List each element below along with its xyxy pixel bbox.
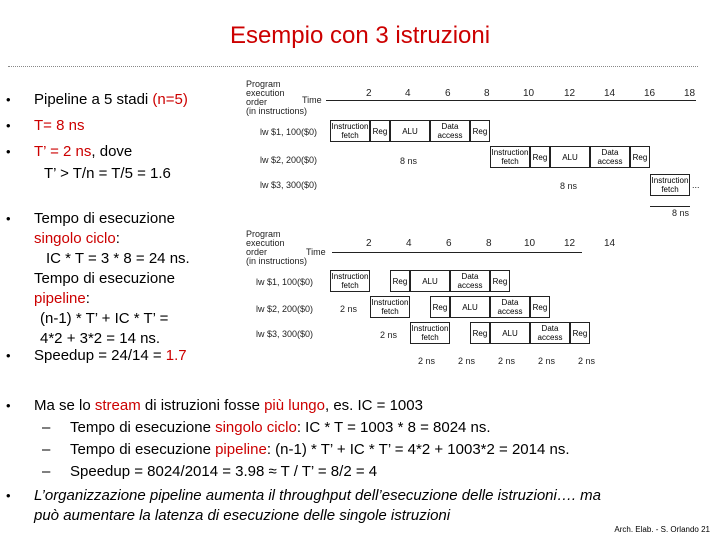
duration-2ns: 2 ns [418, 356, 436, 366]
stage-reg: Reg [530, 146, 550, 168]
hdr-order: order [246, 97, 268, 107]
bullet-speedup [6, 346, 187, 366]
hdr-time: Time [302, 95, 322, 105]
tick: 12 [564, 238, 576, 249]
stage-reg: Reg [490, 270, 510, 292]
bullet-pipeline [6, 90, 188, 110]
stage-alu: ALU [550, 146, 590, 168]
sub3-post: T / T’ = 8/2 = 4 [276, 463, 378, 480]
duration-2ns: 2 ns [538, 356, 556, 366]
exec-l7: 4*2 + 3*2 = 14 ns. [40, 330, 161, 347]
stage-alu: ALU [410, 270, 450, 292]
instr-1: lw $1, 100($0) [256, 277, 314, 287]
hdr-time: Time [306, 247, 326, 257]
stage-mem: Data access [530, 322, 570, 344]
stage-reg: Reg [570, 322, 590, 344]
sub2-dash: – [42, 441, 51, 458]
bullet-dot: • [6, 118, 11, 133]
sub1-pre: Tempo di esecuzione [70, 419, 216, 436]
stream-sub2 [42, 440, 570, 460]
stream-sub1 [42, 418, 491, 438]
exec-l5-post: : [85, 290, 90, 307]
stage-if: Instruction fetch [331, 122, 369, 140]
exec-l5-red: pipeline [34, 290, 86, 307]
stage-if: Instruction fetch [411, 324, 449, 342]
tick: 6 [445, 88, 451, 99]
stage-reg: Reg [530, 296, 550, 318]
stage-alu: ALU [390, 120, 430, 142]
instr-3: lw $3, 300($0) [256, 329, 314, 339]
tick: 18 [684, 88, 696, 99]
tick: 8 [486, 238, 492, 249]
bullet-dot: • [6, 488, 11, 503]
instr-2: lw $2, 200($0) [260, 155, 318, 165]
stage-if: Instruction fetch [651, 176, 689, 194]
sub3-dash: – [42, 463, 51, 480]
stage-reg: Reg [470, 120, 490, 142]
stage-reg: Reg [630, 146, 650, 168]
stream-sub3 [42, 462, 377, 482]
instr-2: lw $2, 200($0) [256, 304, 314, 314]
duration-arrow [650, 206, 690, 207]
exec-l1: Tempo di esecuzione [34, 210, 175, 227]
tick: 10 [524, 238, 536, 249]
tick: 2 [366, 238, 372, 249]
stream-red2: più lungo [264, 397, 325, 414]
tick: 14 [604, 88, 616, 99]
exec-l2-red: singolo ciclo [34, 230, 116, 247]
stream-post: , es. IC = 1003 [324, 397, 423, 414]
sub2-red: pipeline [215, 441, 267, 458]
bullet-dot: • [6, 398, 11, 413]
stage-mem: Data access [430, 120, 470, 142]
duration-8ns: 8 ns [400, 156, 418, 166]
duration-2ns: 2 ns [458, 356, 476, 366]
tick: 12 [564, 88, 576, 99]
bullet-pipeline-text: Pipeline a 5 stadi [34, 91, 153, 108]
ellipsis: ... [692, 180, 700, 190]
stage-if: Instruction fetch [331, 272, 369, 290]
stage-if: Instruction fetch [491, 148, 529, 166]
bullet-tprime-sub: T’ > T/n = T/5 = 1.6 [44, 165, 171, 182]
sub1-dash: – [42, 419, 51, 436]
bullet-t [6, 116, 85, 136]
stream-mid: di istruzioni fosse [140, 397, 265, 414]
tick: 10 [523, 88, 535, 99]
sub3-pre: Speedup = 8024/2014 = 3.98 [70, 463, 269, 480]
page-title: Esempio con 3 istruzioni [229, 22, 491, 49]
bullet-pipeline-n: (n=5) [152, 91, 188, 108]
exec-l6: (n-1) * T’ + IC * T’ = [40, 310, 169, 327]
bullet-tprime-post: , dove [91, 143, 133, 160]
hdr-order: order [246, 247, 268, 257]
duration-2ns: 2 ns [380, 330, 398, 340]
bullet-exec-time [6, 209, 190, 349]
sub3-approx: ≈ [268, 463, 277, 480]
hdr-in: (in instructions) [246, 256, 308, 266]
instr-3: lw $3, 300($0) [260, 180, 318, 190]
duration-2ns: 2 ns [340, 304, 358, 314]
exec-l3: IC * T = 3 * 8 = 24 ns. [46, 250, 190, 267]
stream-pre: Ma se lo [34, 397, 95, 414]
tick: 4 [405, 88, 411, 99]
bullet-dot: • [6, 348, 11, 363]
instr-1: lw $1, 100($0) [260, 127, 318, 137]
time-axis [332, 252, 582, 253]
tick: 14 [604, 238, 616, 249]
time-axis [326, 100, 696, 101]
bullet-tprime-text: T’ = 2 ns [34, 143, 92, 160]
stage-reg: Reg [430, 296, 450, 318]
bullet-dot: • [6, 92, 11, 107]
stage-if: Instruction fetch [371, 298, 409, 316]
sub1-post: : IC * T = 1003 * 8 = 8024 ns. [296, 419, 491, 436]
duration-8ns: 8 ns [560, 181, 578, 191]
stage-mem: Data access [450, 270, 490, 292]
bullet-throughput [6, 486, 602, 526]
bullet-tprime [6, 142, 133, 162]
throughput-l2: può aumentare la latenza di esecuzione delle singole istruzioni [34, 507, 451, 524]
sub1-red: singolo ciclo [215, 419, 297, 436]
duration-2ns: 2 ns [578, 356, 596, 366]
bullet-t-text: T= 8 ns [34, 117, 85, 134]
hdr-program: Program [246, 229, 281, 239]
throughput-l1: L’organizzazione pipeline aumenta il throughput dell’esecuzione delle istruzioni…. ma [34, 487, 602, 504]
tick: 16 [644, 88, 656, 99]
tick: 2 [366, 88, 372, 99]
speedup-val: 1.7 [165, 347, 187, 364]
speedup-pre: Speedup = 24/14 = [34, 347, 166, 364]
tick: 4 [406, 238, 412, 249]
duration-8ns: 8 ns [672, 208, 690, 218]
hdr-execution: execution [246, 88, 285, 98]
tick: 8 [484, 88, 490, 99]
exec-l4: Tempo di esecuzione [34, 270, 175, 287]
single-cycle-diagram [246, 80, 706, 220]
bullet-dot: • [6, 144, 11, 159]
bullet-stream [6, 396, 423, 416]
stage-mem: Data access [590, 146, 630, 168]
footer: Arch. Elab. - S. Orlando 21 [614, 525, 710, 534]
stage-reg: Reg [390, 270, 410, 292]
pipeline-diagram [246, 230, 706, 370]
tick: 6 [446, 238, 452, 249]
stage-mem: Data access [490, 296, 530, 318]
stream-red1: stream [94, 397, 141, 414]
duration-2ns: 2 ns [498, 356, 516, 366]
title-divider [8, 66, 698, 67]
hdr-execution: execution [246, 238, 285, 248]
bullet-dot: • [6, 211, 11, 226]
sub2-post: : (n-1) * T’ + IC * T’ = 4*2 + 1003*2 = 2014 ns. [266, 441, 570, 458]
stage-alu: ALU [490, 322, 530, 344]
stage-reg: Reg [470, 322, 490, 344]
hdr-in: (in instructions) [246, 106, 308, 116]
exec-l2-post: : [115, 230, 120, 247]
hdr-program: Program [246, 79, 281, 89]
stage-reg: Reg [370, 120, 390, 142]
sub2-pre: Tempo di esecuzione [70, 441, 216, 458]
stage-alu: ALU [450, 296, 490, 318]
